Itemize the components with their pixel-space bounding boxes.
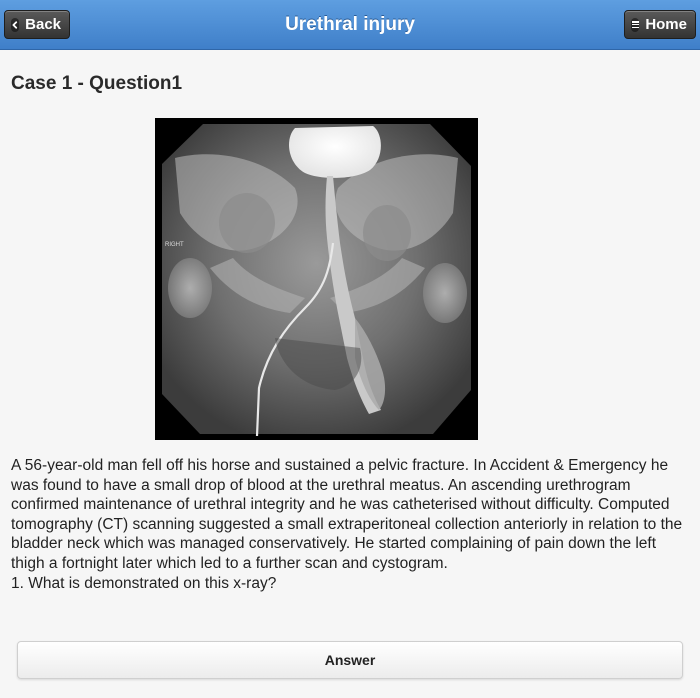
chevron-left-icon — [11, 18, 19, 32]
case-description — [11, 456, 691, 593]
page-title: Urethral injury — [285, 14, 415, 35]
case-title: Case 1 - Question1 — [11, 73, 183, 94]
header-bar — [0, 0, 700, 50]
case-description-text: A 56-year-old man fell off his horse and sustained a pelvic fracture. In Accident & Emergency he was found to have a small drop of blood at the urethral meatus. An ascending urethrogram confirmed maintenance of urethral integrity and he was catheterised without difficulty. Computed tomography (CT) scanning suggested a small extraperitoneal collection anteriorly in relation to the bladder neck which was managed conservatively. He started complaining of pain down the left thigh a fortnight later which led to a further scan and cystogram. — [11, 457, 683, 572]
home-button[interactable] — [624, 10, 696, 39]
menu-icon — [631, 18, 639, 32]
answer-button[interactable]: Answer — [17, 641, 683, 679]
question-text: 1. What is demonstrated on this x-ray? — [11, 574, 277, 592]
xray-image — [155, 118, 478, 440]
back-button-label: Back — [25, 16, 61, 33]
back-button[interactable] — [4, 10, 70, 39]
xray-side-marker: RIGHT — [165, 242, 184, 248]
home-button-label: Home — [645, 16, 687, 33]
